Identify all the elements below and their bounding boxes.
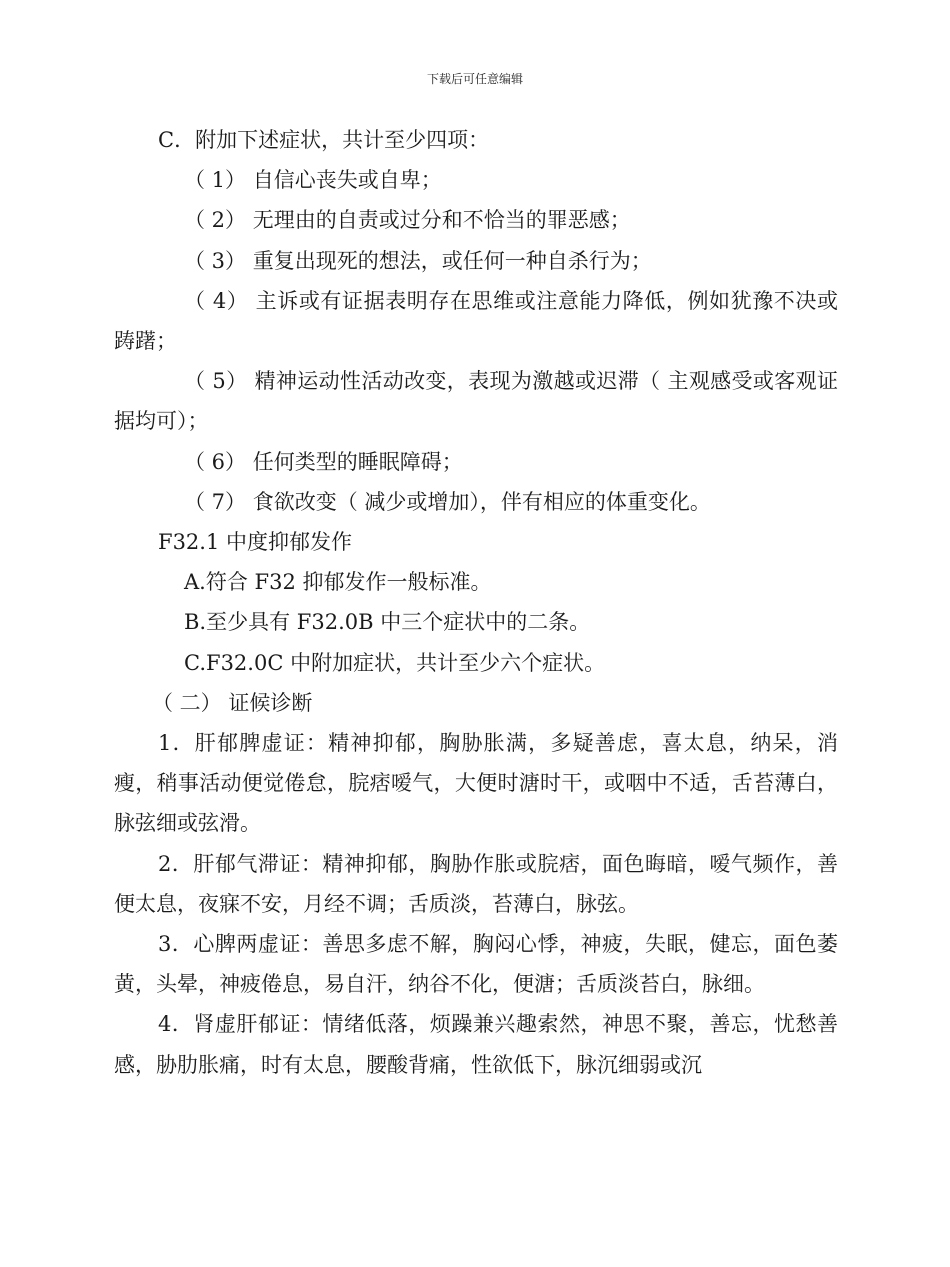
symptom-item-4: （ 4） 主诉或有证据表明存在思维或注意能力降低，例如犹豫不决或踌躇； bbox=[114, 288, 838, 354]
symptom-item-1: （ 1） 自信心丧失或自卑； bbox=[184, 168, 442, 193]
syndrome-3: 3．心脾两虚证：善思多虑不解，胸闷心悸，神疲，失眠，健忘，面色萎黄，头晕，神疲倦息，易自汗，纳谷不化，便溏；舌质淡苔白，脉细。 bbox=[114, 932, 838, 997]
section-f32-1-heading: F32.1 中度抑郁发作 bbox=[158, 530, 353, 555]
section-syndrome-heading: （ 二） 证候诊断 bbox=[152, 690, 313, 715]
criterion-b: B.至少具有 F32.0B 中三个症状中的二条。 bbox=[184, 610, 591, 635]
symptom-item-3: （ 3） 重复出现死的想法，或任何一种自杀行为； bbox=[184, 248, 652, 273]
document-body bbox=[114, 120, 838, 1085]
syndrome-1: 1．肝郁脾虚证：精神抑郁，胸胁胀满，多疑善虑，喜太息，纳呆，消瘦，稍事活动便觉倦怠，脘痞嗳气，大便时溏时干，或咽中不适，舌苔薄白，脉弦细或弦滑。 bbox=[114, 731, 838, 836]
criterion-a: A.符合 F32 抑郁发作一般标准。 bbox=[184, 570, 492, 595]
symptom-item-6: （ 6） 任何类型的睡眠障碍； bbox=[184, 449, 463, 474]
symptom-item-5: （ 5） 精神运动性活动改变，表现为激越或迟滞（ 主观感受或客观证据均可）； bbox=[114, 369, 838, 434]
symptom-item-2: （ 2） 无理由的自责或过分和不恰当的罪恶感； bbox=[184, 208, 631, 233]
criterion-c-heading: C．附加下述症状，共计至少四项： bbox=[158, 128, 490, 152]
criterion-c: C.F32.0C 中附加症状，共计至少六个症状。 bbox=[184, 650, 606, 675]
syndrome-2: 2．肝郁气滞证：精神抑郁，胸胁作胀或脘痞，面色晦暗，嗳气频作，善便太息，夜寐不安，月经不调；舌质淡，苔薄白，脉弦。 bbox=[114, 851, 838, 916]
syndrome-4: 4．肾虚肝郁证：情绪低落，烦躁兼兴趣索然，神思不聚，善忘，忧愁善感，胁肋胀痛，时有太息，腰酸背痛，性欲低下，脉沉细弱或沉 bbox=[114, 1012, 838, 1077]
symptom-item-7: （ 7） 食欲改变（ 减少或增加），伴有相应的体重变化。 bbox=[184, 489, 711, 514]
page-header: 下载后可任意编辑 bbox=[426, 72, 523, 86]
